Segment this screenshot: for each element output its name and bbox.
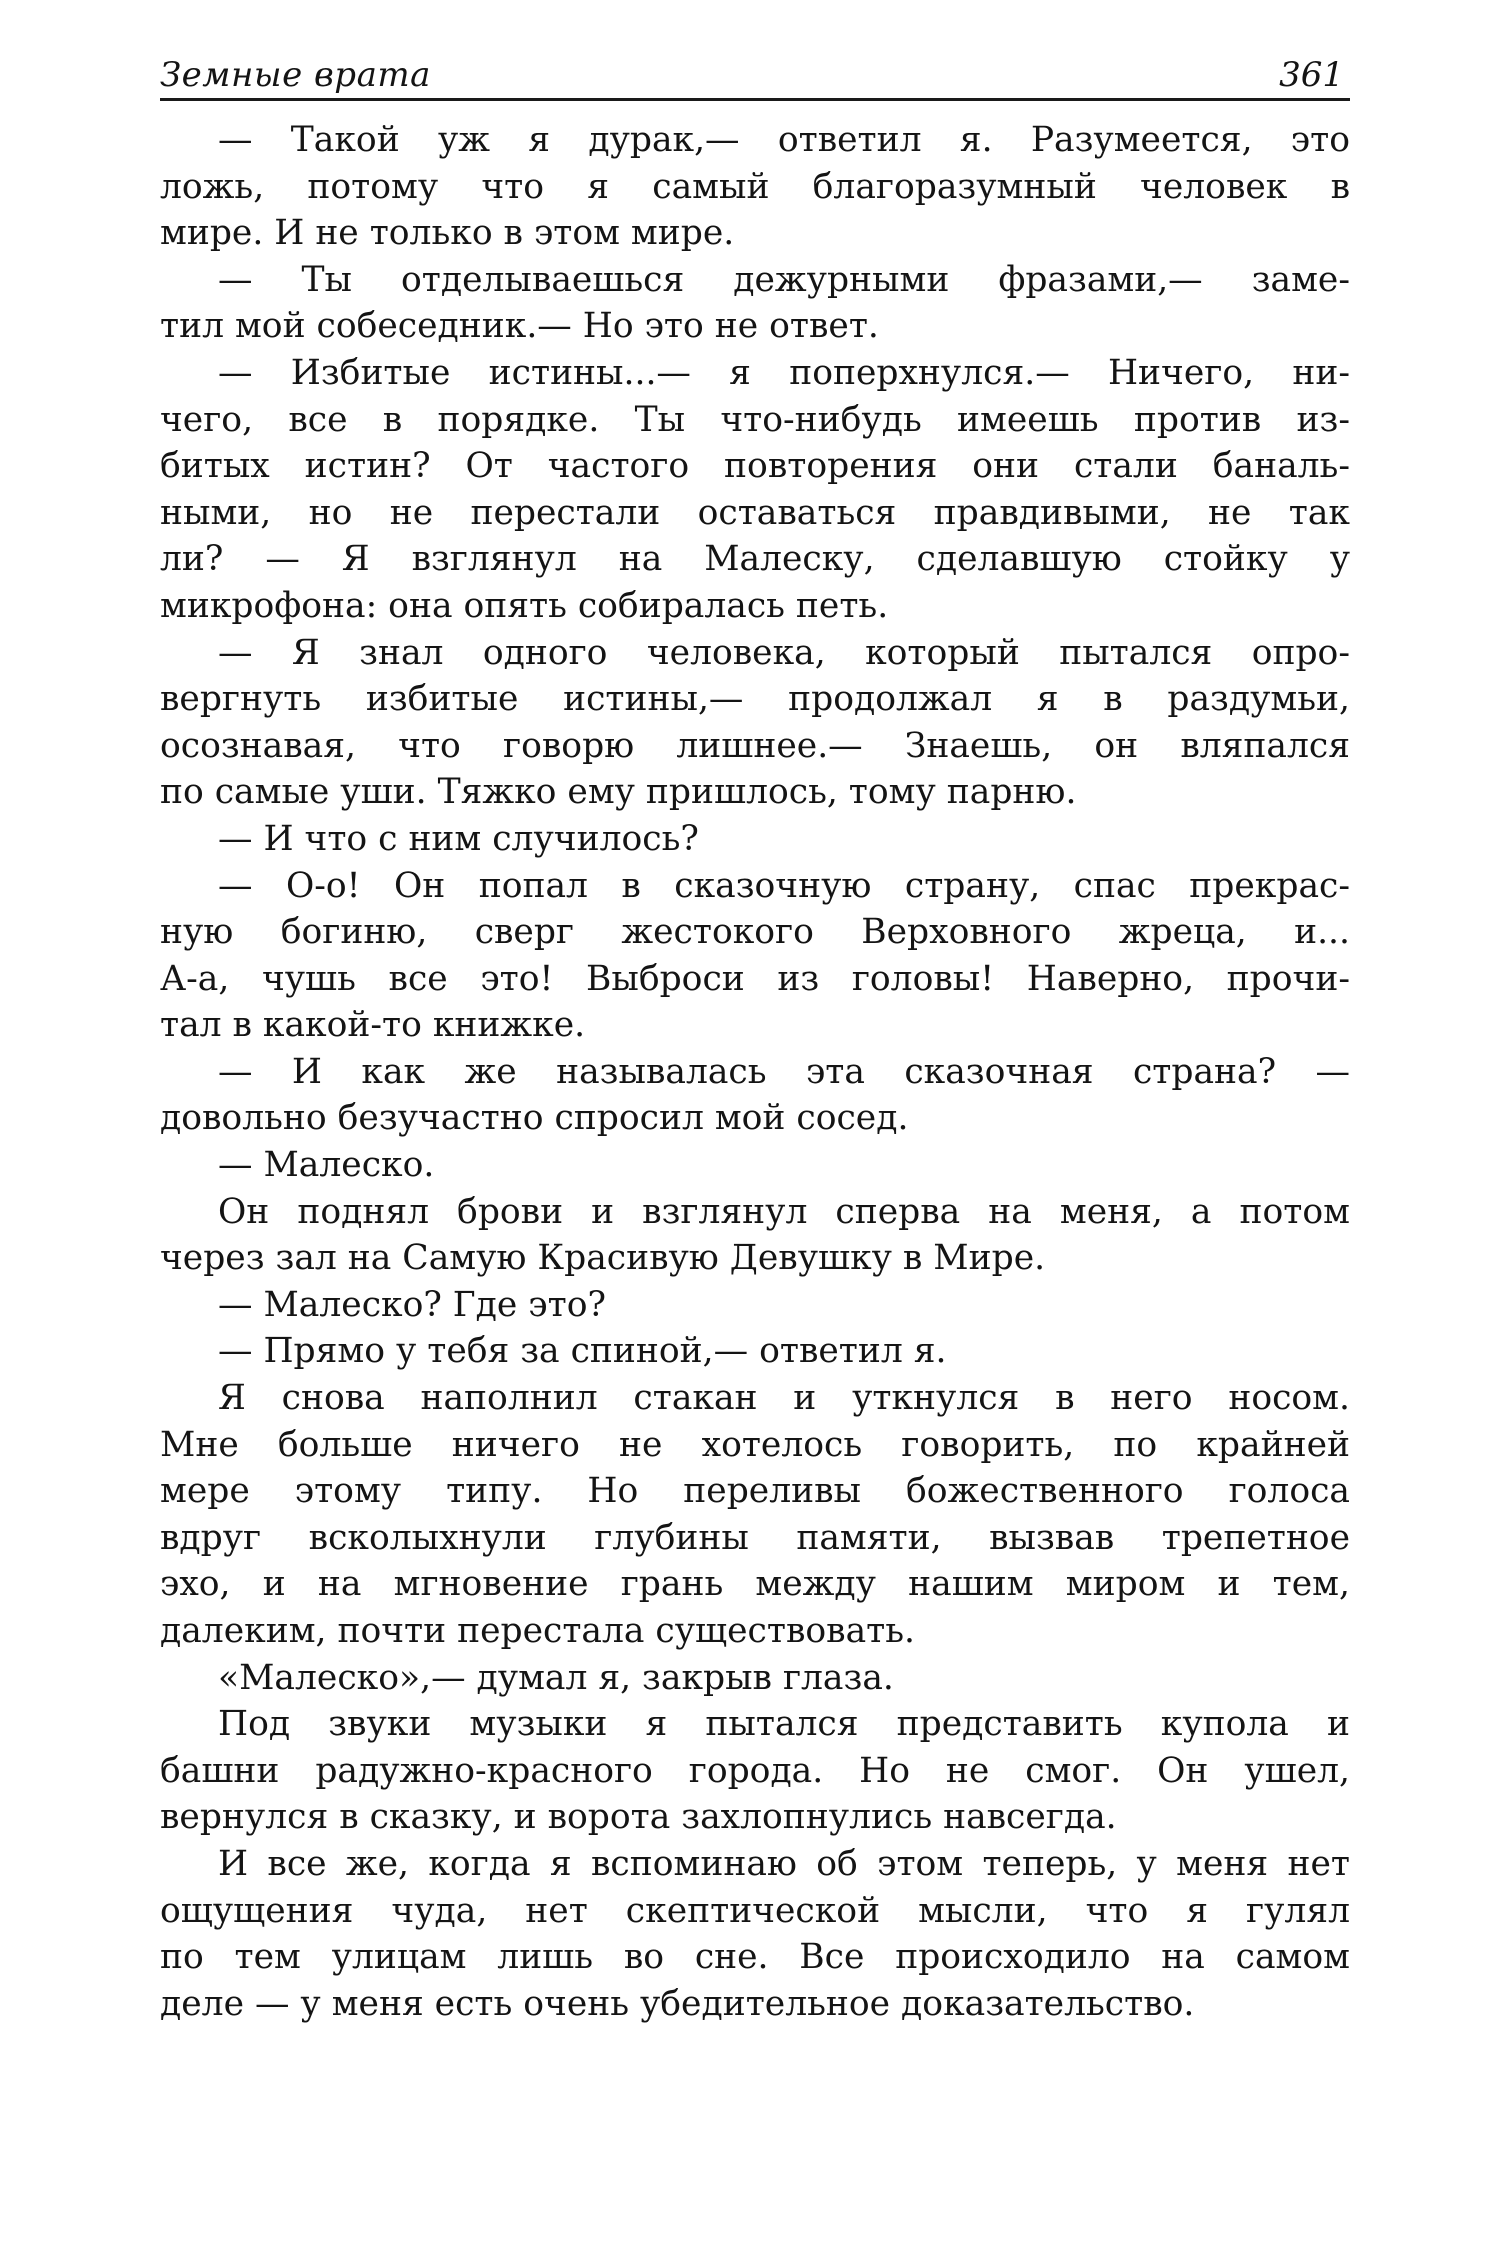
text-line: башни радужно-красного города. Но не смог. Он ушел, [160, 1750, 1350, 1791]
body-text [160, 117, 1350, 2027]
text-line: — О-о! Он попал в сказочную страну, спас прекрас- [218, 865, 1350, 906]
running-title: Земные врата [160, 55, 431, 95]
text-line: Я снова наполнил стакан и уткнулся в него носом. [218, 1378, 1350, 1419]
text-line: ли? — Я взглянул на Малеску, сделавшую стойку у [160, 539, 1350, 580]
text-line: мере этому типу. Но переливы божественного голоса [160, 1471, 1350, 1512]
text-line: — Прямо у тебя за спиной,— ответил я. [218, 1331, 947, 1372]
text-line: мире. И не только в этом мире. [160, 213, 735, 254]
text-line: тал в какой-то книжке. [160, 1005, 586, 1046]
text-line: вдруг всколыхнули глубины памяти, вызвав трепетное [160, 1517, 1350, 1558]
text-line: по самые уши. Тяжко ему пришлось, тому парню. [160, 772, 1077, 813]
text-line: Мне больше ничего не хотелось говорить, по крайней [160, 1424, 1350, 1465]
text-line: — Малеско. [218, 1145, 435, 1186]
text-line: вергнуть избитые истины,— продолжал я в раздумьи, [160, 679, 1350, 720]
text-line: ложь, потому что я самый благоразумный человек в [160, 166, 1350, 207]
text-line: по тем улицам лишь во сне. Все происходило на самом [160, 1937, 1350, 1978]
text-line: битых истин? От частого повторения они стали баналь- [160, 446, 1350, 487]
text-line: — Я знал одного человека, который пытался опро- [218, 632, 1350, 673]
page-number: 361 [1279, 55, 1344, 95]
text-line: ную богиню, сверг жестокого Верховного жреца, и... [160, 912, 1350, 953]
text-line: Он поднял брови и взглянул сперва на меня, а потом [218, 1191, 1350, 1232]
book-page [160, 52, 1350, 2027]
text-line: — Такой уж я дурак,— ответил я. Разумеется, это [218, 120, 1350, 160]
text-line: довольно безучастно спросил мой сосед. [160, 1098, 909, 1139]
text-line: ными, но не перестали оставаться правдивыми, не так [160, 492, 1350, 533]
text-line: «Малеско»,— думал я, закрыв глаза. [218, 1657, 894, 1698]
text-line: Под звуки музыки я пытался представить купола и [218, 1704, 1350, 1745]
text-line: — И как же называлась эта сказочная страна? — [218, 1051, 1350, 1092]
text-line: чего, все в порядке. Ты что-нибудь имеешь против из- [160, 399, 1350, 440]
text-line: далеким, почти перестала существовать. [160, 1611, 915, 1651]
text-line: — Малеско? Где это? [218, 1284, 606, 1325]
text-line: через зал на Самую Красивую Девушку в Мире. [160, 1238, 1046, 1279]
text-line: — И что с ним случилось? [218, 818, 699, 859]
running-header [160, 52, 1350, 101]
text-line: тил мой собеседник.— Но это не ответ. [160, 306, 879, 347]
text-line: деле — у меня есть очень убедительное доказательство. [160, 1983, 1195, 2024]
text-line: ощущения чуда, нет скептической мысли, что я гулял [160, 1890, 1350, 1931]
text-line: И все же, когда я вспоминаю об этом теперь, у меня нет [218, 1843, 1350, 1884]
text-line: — Избитые истины...— я поперхнулся.— Ничего, ни- [218, 352, 1350, 393]
text-line: микрофона: она опять собиралась петь. [160, 585, 889, 626]
text-line: А-а, чушь все это! Выброси из головы! Наверно, прочи- [160, 958, 1350, 999]
text-line: эхо, и на мгновение грань между нашим миром и тем, [160, 1564, 1350, 1605]
text-line: вернулся в сказку, и ворота захлопнулись навсегда. [160, 1797, 1117, 1838]
text-line: — Ты отделываешься дежурными фразами,— заме- [218, 259, 1350, 300]
text-line: осознавая, что говорю лишнее.— Знаешь, он вляпался [160, 725, 1350, 766]
